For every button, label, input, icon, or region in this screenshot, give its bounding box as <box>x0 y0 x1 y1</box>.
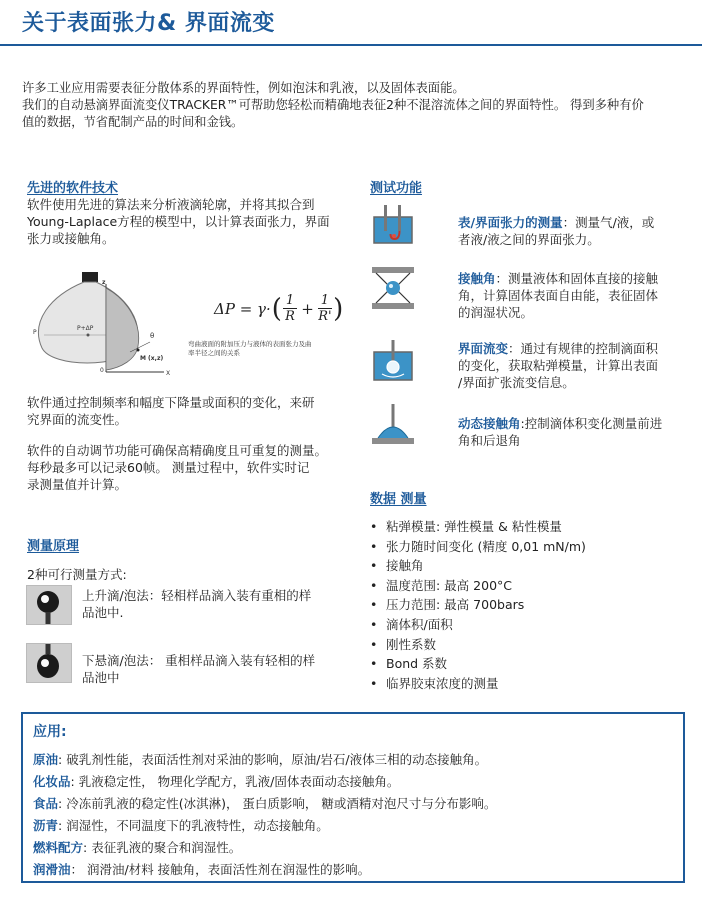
list-item: • Bond 系数 <box>370 654 690 674</box>
title-divider <box>0 44 702 46</box>
drop-center-point <box>87 334 90 337</box>
equation-caption <box>188 340 312 358</box>
application-text: : 表征乳液的聚合和润湿性。 <box>83 840 242 855</box>
function-lead: 表/界面张力的测量 <box>458 215 563 230</box>
function-desc: 的变化，获取粘弹模量，计算出表面 <box>458 358 659 373</box>
origin-label: 0 <box>100 367 104 374</box>
fraction-2 <box>318 293 332 324</box>
applications-heading: 应用: <box>33 724 67 740</box>
software-heading: 先进的软件技术 <box>27 181 119 196</box>
list-item: • 张力随时间变化 (精度 0,01 mN/m) <box>370 537 690 557</box>
fraction-2-numerator: 1 <box>318 293 332 309</box>
list-item: • 粘弹模量: 弹性模量 & 粘性模量 <box>370 517 690 537</box>
text-line: 张力或接触角。 <box>27 231 115 246</box>
function-lead: 界面流变 <box>458 341 509 356</box>
intro-line: 许多工业应用需要表征分散体系的界面特性，例如泡沫和乳液，以及固体表面能。 <box>22 81 465 95</box>
application-text: : 破乳剂性能，表面活性剂对采油的影响，原油/岩石/液体三相的动态接触角。 <box>58 752 488 767</box>
equation-lhs: ΔP = γ· <box>214 299 271 318</box>
fraction-1-denominator: R <box>285 309 295 324</box>
application-item <box>33 750 487 768</box>
young-laplace-equation <box>214 293 344 324</box>
profile-diagram <box>100 280 180 376</box>
application-item <box>33 772 399 790</box>
function-surface-tension <box>458 214 694 248</box>
m-label: M (x,z) <box>140 355 164 362</box>
x-label: X <box>166 370 171 376</box>
application-lead: 原油 <box>33 752 59 767</box>
applications-box <box>21 712 685 883</box>
rising-drop-image <box>26 585 72 625</box>
intro-line: 值的数据，节省配制产品的时间和金钱。 <box>22 115 244 129</box>
profile-curve <box>106 288 139 370</box>
text-line: 品池中. <box>82 605 124 620</box>
pendant-drop-icon <box>27 644 71 682</box>
interfacial-rheology-icon <box>372 340 414 382</box>
intro-paragraph <box>22 80 692 131</box>
software-para-3 <box>27 442 362 493</box>
fraction-1-numerator: 1 <box>283 293 297 309</box>
application-lead: 润滑油 <box>33 862 71 877</box>
list-item: • 接触角 <box>370 556 690 576</box>
function-desc: ：测量气/液，或 <box>562 215 655 230</box>
list-item: • 临界胶束浓度的测量 <box>370 674 690 694</box>
z-label: z <box>102 280 106 286</box>
function-desc: :控制滴体积变化测量前进 <box>520 416 663 431</box>
equation-paren-close: ) <box>333 293 344 324</box>
data-list <box>370 517 690 693</box>
application-lead: 沥青 <box>33 818 59 833</box>
function-desc: 的润湿状况。 <box>458 305 534 320</box>
application-text: : 冷冻前乳液的稳定性(冰淇淋)， 蛋白质影响， 糖或酒精对泡尺寸与分布影响。 <box>58 796 497 811</box>
needle-tip <box>82 272 98 282</box>
list-item: • 刚性系数 <box>370 635 690 655</box>
function-lead: 动态接触角 <box>458 416 521 431</box>
function-desc: ：通过有规律的控制滴面积 <box>508 341 659 356</box>
application-item <box>33 860 370 878</box>
fraction-2-denominator: R' <box>318 309 332 324</box>
pressure-arrow-label: P <box>33 329 37 336</box>
point-m <box>137 349 140 352</box>
software-para-2 <box>27 394 357 428</box>
function-desc: 角，计算固体表面自由能，表征固体 <box>458 288 659 303</box>
function-contact-angle <box>458 270 694 321</box>
fraction-1 <box>283 293 297 324</box>
function-desc: ：测量液体和固体直接的接触 <box>495 271 659 286</box>
text-line: 软件通过控制频率和幅度下降量或面积的变化，来研 <box>27 395 315 410</box>
application-text: : 润湿性，不同温度下的乳液特性，动态接触角。 <box>58 818 329 833</box>
function-desc: 者液/液之间的界面张力。 <box>458 232 600 247</box>
text-line: 每秒最多可以记录60帧。 测量过程中，软件实时记 <box>27 460 310 475</box>
function-desc: /界面扩张流变信息。 <box>458 375 575 390</box>
pressure-label: P+ΔP <box>77 325 94 332</box>
principle-subheading: 2种可行测量方式: <box>27 567 127 582</box>
text-line: Young-Laplace方程的模型中，以计算表面张力，界面 <box>27 214 330 229</box>
function-desc: 角和后退角 <box>458 433 521 448</box>
functions-heading: 测试功能 <box>370 181 423 196</box>
text-line: 上升滴/泡法：轻相样品滴入装有重相的样 <box>82 588 312 603</box>
application-text: : 乳液稳定性， 物理化学配方，乳液/固体表面动态接触角。 <box>70 774 400 789</box>
application-lead: 食品 <box>33 796 59 811</box>
application-text: ： 润滑油/材料 接触角，表面活性剂在润湿性的影响。 <box>70 862 371 877</box>
function-interfacial-rheology <box>458 340 694 391</box>
list-item: • 压力范围: 最高 700bars <box>370 595 690 615</box>
text-line: 下悬滴/泡法： 重相样品滴入装有轻相的样 <box>82 653 316 668</box>
function-lead: 接触角 <box>458 271 496 286</box>
application-lead: 燃料配方 <box>33 840 84 855</box>
application-lead: 化妆品 <box>33 774 71 789</box>
software-para-1 <box>27 196 357 247</box>
rising-drop-icon <box>27 586 71 624</box>
data-heading: 数据 测量 <box>370 492 427 507</box>
page-title: 关于表面张力& 界面流变 <box>22 11 275 36</box>
text-line: 录测量值并计算。 <box>27 477 128 492</box>
text-line: 软件使用先进的算法来分析液滴轮廓，并将其拟合到 <box>27 197 315 212</box>
pendant-drop-image <box>26 643 72 683</box>
caption-line: 率半径之间的关系 <box>188 349 240 357</box>
rising-drop-text <box>82 587 362 621</box>
intro-line: 我们的自动悬滴界面流变仪TRACKER™可帮助您轻松而精确地表征2种不混溶流体之间的界面特性。 得到多种有价 <box>22 98 644 112</box>
contact-angle-icon <box>372 267 414 309</box>
equation-plus: + <box>301 299 314 318</box>
pendant-drop-text <box>82 652 362 686</box>
theta-label: θ <box>150 332 155 340</box>
principle-heading: 测量原理 <box>27 539 80 554</box>
caption-line: 弯曲液面的附加压力与液体的表面张力及曲 <box>188 340 312 348</box>
application-item <box>33 838 241 856</box>
application-item <box>33 816 329 834</box>
text-line: 品池中 <box>82 670 120 685</box>
text-line: 软件的自动调节功能可确保高精确度且可重复的测量。 <box>27 443 328 458</box>
dynamic-contact-angle-icon <box>372 404 414 446</box>
function-dynamic-contact-angle <box>458 415 694 449</box>
list-item: • 温度范围: 最高 200°C <box>370 576 690 596</box>
equation-paren-open: ( <box>271 293 282 324</box>
surface-tension-icon <box>372 203 414 245</box>
list-item: • 滴体积/面积 <box>370 615 690 635</box>
application-item <box>33 794 496 812</box>
text-line: 究界面的流变性。 <box>27 412 128 427</box>
